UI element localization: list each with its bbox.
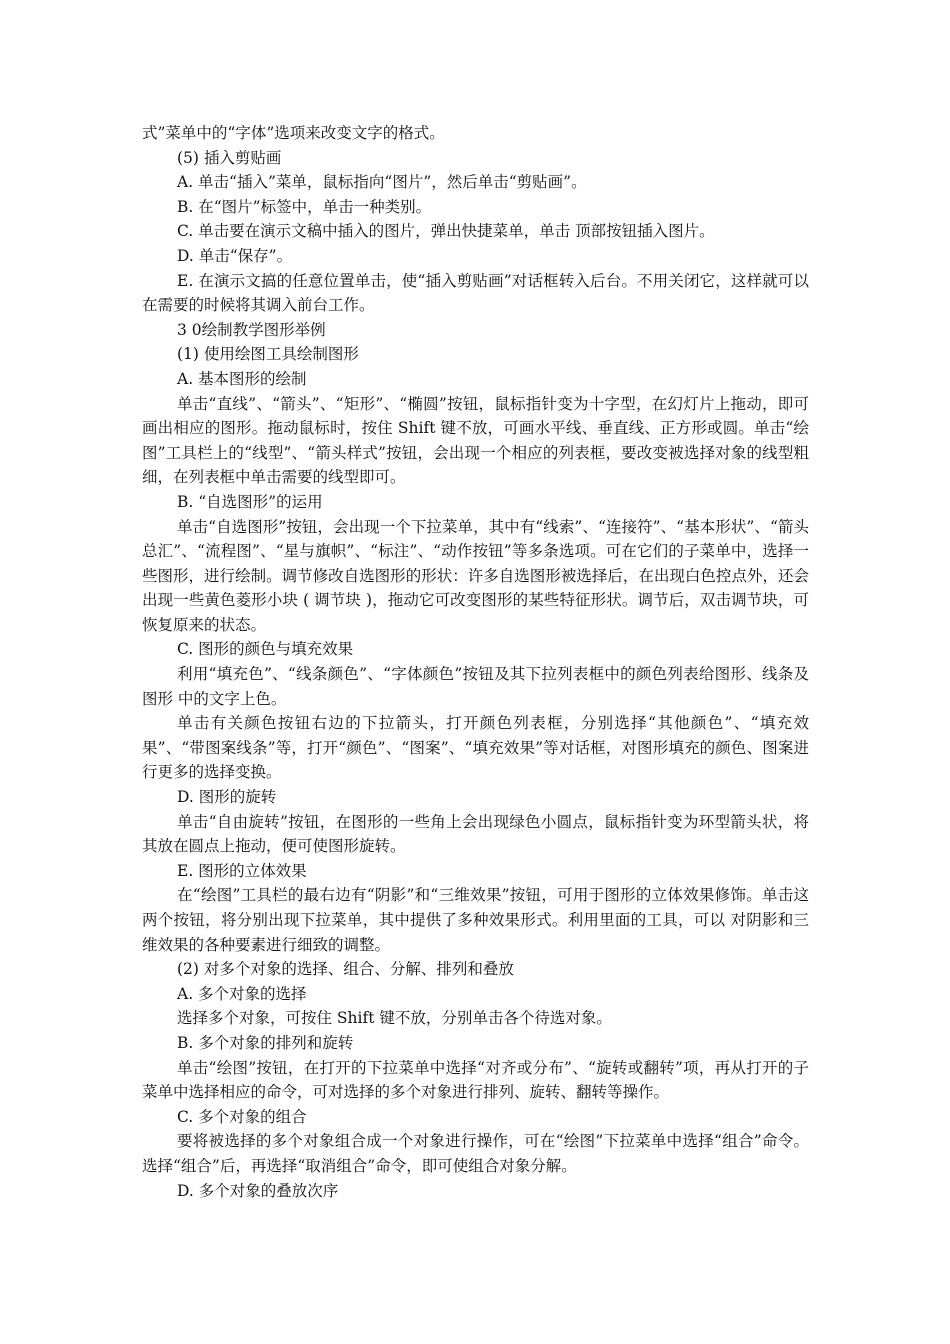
step-d: D. 单击“保存”。 xyxy=(177,246,293,265)
body-paragraph: 单击“直线”、“箭头”、“矩形”、“椭圆”按钮，鼠标指针变为十字型，在幻灯片上拖动，即可画出相应的图形。拖动鼠标时，按住 Shift 键不放，可画水平线、垂直线、正方形或圆。单击“绘图”工具栏上的“线型”、“箭头样式”按钮，会出现一个相应的列表框，要改变被选择对象的线型粗细，在列表框中单击需要的线型即可。 xyxy=(142,394,809,487)
body-paragraph: 单击有关颜色按钮右边的下拉箭头，打开颜色列表框，分别选择“其他颜色”、“填充效果”、“带图案线条”等，打开“颜色”、“图案”、“填充效果”等对话框，对图形填充的颜色、图案进行更多的选择变换。 xyxy=(142,714,809,782)
subsection-heading: (2) 对多个对象的选择、组合、分解、排列和叠放 xyxy=(177,960,514,979)
body-paragraph: 单击“自由旋转”按钮，在图形的一些角上会出现绿色小圆点，鼠标指针变为环型箭头状，将其放在圆点上拖动，便可使图形旋转。 xyxy=(142,812,809,856)
item-heading: B. “自选图形”的运用 xyxy=(177,492,323,511)
item-heading: C. 多个对象的组合 xyxy=(177,1107,307,1126)
document-page xyxy=(142,121,809,1203)
item-heading: C. 图形的颜色与填充效果 xyxy=(177,640,354,659)
body-paragraph: 要将被选择的多个对象组合成一个对象进行操作，可在“绘图”下拉菜单中选择“组合”命令。选择“组合”后，再选择“取消组合”命令，即可使组合对象分解。 xyxy=(142,1132,809,1175)
body-paragraph: 单击“自选图形”按钮，会出现一个下拉菜单，其中有“线索”、“连接符”、“基本形状”、“箭头总汇”、“流程图”、“星与旗帜”、“标注”、“动作按钮”等多条选项。可在它们的子菜单中，选择一些图形，进行绘制。调节修改自选图形的形状：许多自选图形被选择后，在出现白色控点外，还会出现一些黄色菱形小块 ( 调节块 )，拖动它可改变图形的某些特征形状。调节后，双击调节块，可恢复原来的状态。 xyxy=(142,517,809,634)
step-c: C. 单击要在演示文稿中插入的图片，弹出快捷菜单，单击 顶部按钮插入图片。 xyxy=(177,222,715,241)
body-paragraph: 选择多个对象，可按住 Shift 键不放，分别单击各个待选对象。 xyxy=(177,1009,612,1028)
item-heading: B. 多个对象的排列和旋转 xyxy=(177,1033,354,1052)
step-a: A. 单击“插入”菜单，鼠标指向“图片”，然后单击“剪贴画”。 xyxy=(177,173,587,192)
body-paragraph: 单击“绘图”按钮，在打开的下拉菜单中选择“对齐或分布”、“旋转或翻转”项，再从打开的子菜单中选择相应的命令，可对选择的多个对象进行排列、旋转、翻转等操作。 xyxy=(142,1058,809,1102)
item-heading: E. 图形的立体效果 xyxy=(177,861,307,880)
subsection-heading: (1) 使用绘图工具绘制图形 xyxy=(177,345,359,364)
step-e: E. 在演示文搞的任意位置单击，使“插入剪贴画”对话框转入后台。不用关闭它，这样就可以在需要的时候将其调入前台工作。 xyxy=(142,271,809,315)
item-heading: D. 图形的旋转 xyxy=(177,788,277,807)
paragraph-continuation: 式”菜单中的“字体”选项来改变文字的格式。 xyxy=(142,124,445,142)
heading-insert-clipart: (5) 插入剪贴画 xyxy=(177,148,282,167)
section-heading: 3 0绘制教学图形举例 xyxy=(177,320,326,339)
item-heading: A. 基本图形的绘制 xyxy=(177,369,307,388)
body-paragraph: 在“绘图”工具栏的最右边有“阴影”和“三维效果”按钮，可用于图形的立体效果修饰。单击这两个按钮，将分别出现下拉菜单，其中提供了多种效果形式。利用里面的工具，可以 对阴影和三维效果的各种要素进行细致的调整。 xyxy=(142,886,809,954)
body-paragraph: 利用“填充色”、“线条颜色”、“字体颜色”按钮及其下拉列表框中的颜色列表给图形、线条及图形 中的文字上色。 xyxy=(142,665,809,708)
step-b: B. 在“图片”标签中，单击一种类别。 xyxy=(177,197,432,216)
item-heading: A. 多个对象的选择 xyxy=(177,984,307,1003)
item-heading: D. 多个对象的叠放次序 xyxy=(177,1181,339,1200)
